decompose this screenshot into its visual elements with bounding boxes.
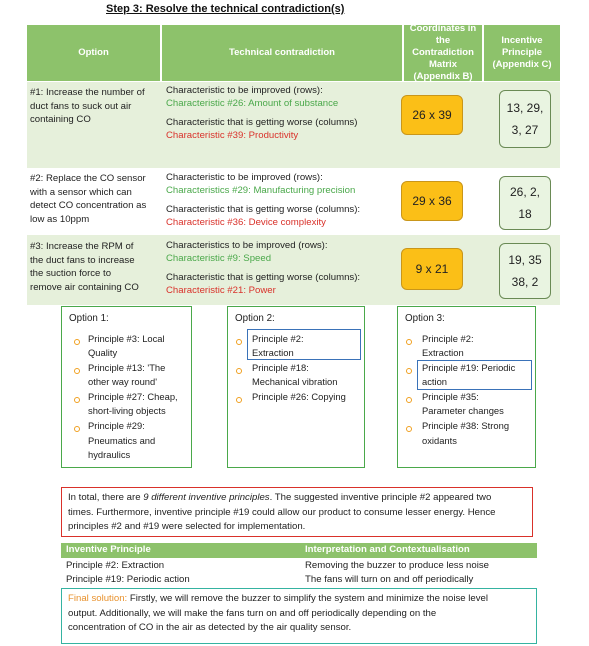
final-part: concentration of CO in the air as detected by the air quality sensor. <box>68 622 352 633</box>
summary-part: In total, there are <box>68 492 144 503</box>
table-row <box>61 559 537 573</box>
header-principle <box>484 25 560 81</box>
principle-item: Quality <box>88 347 118 358</box>
improve-value: Characteristic #9: Speed <box>166 252 272 264</box>
bullet-icon <box>406 426 412 432</box>
principle-item: Principle #18: <box>252 362 309 373</box>
header-principle-col: Inventive Principle <box>66 544 151 555</box>
principle-line: 38, 2 <box>511 275 539 289</box>
option-line: #3: Increase the RPM of <box>30 241 134 252</box>
option-line: with a sensor which can <box>30 186 132 198</box>
summary-box <box>61 487 533 537</box>
principle-item: Principle #19: Periodic <box>422 362 516 373</box>
option-description <box>30 86 160 127</box>
bullet-icon <box>74 339 80 345</box>
option-title: Option 1: <box>69 313 109 324</box>
option-line: the suction force to <box>30 268 112 279</box>
option-3-box <box>397 306 536 468</box>
summary-part: . The suggested inventive principle #2 appeared two <box>269 492 492 503</box>
header-principle-line: Incentive <box>501 35 543 46</box>
summary-emphasis: 9 different inventive principles <box>143 492 270 503</box>
worse-label: Characteristic that is getting worse (columns) <box>166 117 358 128</box>
option-1-box <box>61 306 192 468</box>
worse-label: Characteristic that is getting worse (columns): <box>166 204 361 215</box>
principle-line: 18 <box>518 207 532 221</box>
principle-item: Mechanical vibration <box>252 376 338 387</box>
principle-item: Principle #26: Copying <box>252 391 346 402</box>
summary-part: times. Furthermore, inventive principle #19 could allow our product to consume lesser energy. Hence <box>68 506 496 518</box>
contradiction-cell <box>166 240 396 297</box>
table-row <box>27 82 560 168</box>
final-solution-label: Final solution: <box>68 593 128 604</box>
principle-item: short-living objects <box>88 405 166 416</box>
improve-label: Characteristic to be improved (rows): <box>166 172 323 183</box>
page-title: Step 3: Resolve the technical contradiction(s) <box>106 3 345 15</box>
principle-line: 13, 29, <box>506 101 544 115</box>
principle-item: action <box>422 376 448 387</box>
option-description <box>30 240 160 294</box>
bullet-icon <box>406 368 412 374</box>
header-coordinates-line: Matrix <box>429 59 457 70</box>
header-coordinates-line: Contradiction <box>412 47 474 58</box>
option-line: #2: Replace the CO sensor <box>30 173 146 184</box>
principle-badge <box>499 90 551 148</box>
header-principle-line: Principle <box>501 47 543 58</box>
principle-item: Principle #3: Local <box>88 333 165 344</box>
summary-part: principles #2 and #19 were selected for implementation. <box>68 521 306 532</box>
bullet-icon <box>236 368 242 374</box>
option-line: detect CO concentration as <box>30 200 147 211</box>
worse-value: Characteristic #21: Power <box>166 284 276 296</box>
option-line: the duct fans to increase <box>30 254 135 266</box>
matrix-coordinate: 26 x 39 <box>401 95 463 135</box>
bullet-icon <box>236 397 242 403</box>
matrix-coordinate: 9 x 21 <box>401 248 463 290</box>
header-contradiction: Technical contradiction <box>162 25 402 81</box>
bullet-icon <box>406 397 412 403</box>
principle-cell: Principle #2: Extraction <box>66 560 165 571</box>
principle-item: Principle #27: Cheap, <box>88 391 178 402</box>
worse-value: Characteristic #36: Device complexity <box>166 216 326 228</box>
bullet-icon <box>236 339 242 345</box>
principle-item: Parameter changes <box>422 405 504 416</box>
improve-label: Characteristic to be improved (rows): <box>166 85 323 96</box>
principle-line: 26, 2, <box>509 185 541 199</box>
principle-item: oxidants <box>422 435 457 446</box>
interpretation-header <box>61 543 537 558</box>
table-row <box>61 573 537 587</box>
bullet-icon <box>74 397 80 403</box>
option-line: remove air containing CO <box>30 281 139 293</box>
option-line: low as 10ppm <box>30 213 90 225</box>
option-line: containing CO <box>30 114 91 125</box>
header-coordinates-line: Coordinates in the <box>409 23 477 46</box>
header-coordinates <box>404 25 482 81</box>
table-row <box>27 168 560 235</box>
principle-item: Principle #2: <box>422 333 474 344</box>
principle-item: Extraction <box>252 347 294 358</box>
matrix-coordinate: 29 x 36 <box>401 181 463 221</box>
principle-item: Principle #13: 'The <box>88 362 166 373</box>
header-interpretation-col: Interpretation and Contextualisation <box>305 544 470 555</box>
option-description <box>30 172 160 226</box>
principle-item: hydraulics <box>88 449 131 460</box>
principle-item: Principle #35: <box>422 391 479 402</box>
improve-label: Characteristics to be improved (rows): <box>166 240 328 251</box>
principle-item: Extraction <box>422 347 464 358</box>
header-option: Option <box>27 25 160 81</box>
contradiction-cell <box>166 172 396 229</box>
improve-value: Characteristics #29: Manufacturing precision <box>166 184 356 196</box>
principle-item: Pneumatics and <box>88 435 156 446</box>
bullet-icon <box>74 426 80 432</box>
principle-badge <box>499 176 551 230</box>
principle-badge <box>499 243 551 299</box>
header-principle-line: (Appendix C) <box>492 59 552 70</box>
worse-label: Characteristic that is getting worse (columns): <box>166 272 361 283</box>
bullet-icon <box>406 339 412 345</box>
summary-text <box>68 491 528 535</box>
table-row <box>27 235 560 305</box>
principle-item: Principle #29: <box>88 420 145 431</box>
principle-line: 19, 35 <box>508 253 542 267</box>
option-title: Option 2: <box>235 313 275 324</box>
principle-line: 3, 27 <box>511 123 539 137</box>
final-solution-box <box>61 588 537 644</box>
option-2-box <box>227 306 365 468</box>
final-part: Firstly, we will remove the buzzer to simplify the system and minimize the noise level <box>127 593 488 604</box>
principle-item: other way round' <box>88 376 158 387</box>
worse-value: Characteristic #39: Productivity <box>166 129 299 141</box>
principle-item: Principle #2: <box>252 333 304 344</box>
interpretation-cell: Removing the buzzer to produce less noise <box>305 560 489 571</box>
bullet-icon <box>74 368 80 374</box>
improve-value: Characteristic #26: Amount of substance <box>166 97 339 109</box>
header-coordinates-line: (Appendix B) <box>413 71 473 82</box>
option-line: duct fans to suck out air <box>30 100 132 112</box>
interpretation-cell: The fans will turn on and off periodically <box>305 574 474 585</box>
principle-item: Principle #38: Strong <box>422 420 510 431</box>
option-line: #1: Increase the number of <box>30 87 145 98</box>
contradiction-cell <box>166 85 396 142</box>
principle-cell: Principle #19: Periodic action <box>66 574 190 585</box>
option-title: Option 3: <box>405 313 445 324</box>
final-part: output. Additionally, we will make the fans turn on and off periodically depending on the <box>68 607 437 619</box>
final-solution-text <box>68 592 530 636</box>
